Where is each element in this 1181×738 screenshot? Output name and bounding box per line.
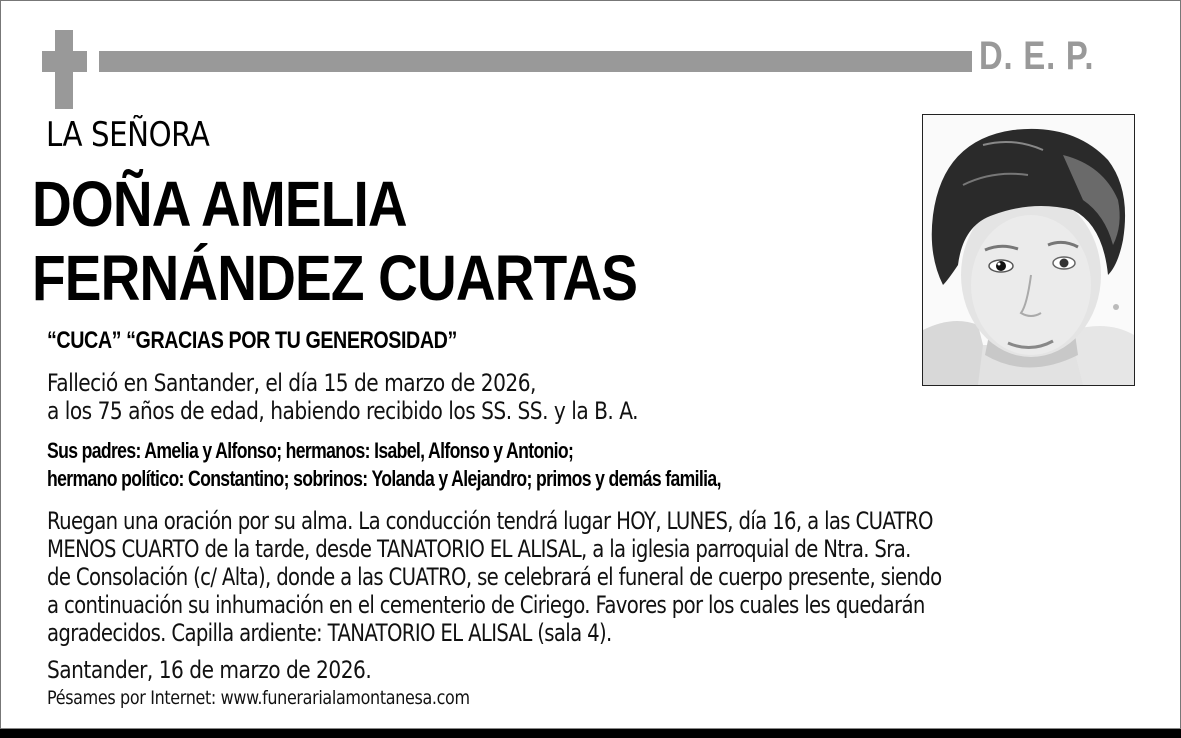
service-line: Ruegan una oración por su alma. La conducción tendrá lugar HOY, LUNES, día 16, a las CUATRO — [47, 507, 933, 535]
service-line: MENOS CUARTO de la tarde, desde TANATORIO EL ALISAL, a la iglesia parroquial de Ntra. Sra. — [47, 535, 911, 563]
family-line: Sus padres: Amelia y Alfonso; hermanos: Isabel, Alfonso y Antonio; — [47, 438, 574, 463]
cross-icon-arm — [42, 51, 87, 72]
place-date: Santander, 16 de marzo de 2026. — [47, 656, 372, 684]
portrait-photo — [922, 114, 1135, 386]
nickname-line: “CUCA” “GRACIAS POR TU GENEROSIDAD” — [47, 327, 457, 354]
service-details — [47, 507, 942, 647]
deceased-name-line-1: DOÑA AMELIA — [32, 168, 407, 240]
condolences-link: Pésames por Internet: www.funerarialamontanesa.com — [47, 687, 470, 709]
death-info-line: Falleció en Santander, el día 15 de marzo de 2026, — [47, 369, 536, 397]
portrait-image — [923, 115, 1134, 385]
bottom-band — [0, 729, 1181, 738]
title-prefix: LA SEÑORA — [46, 115, 210, 155]
service-line: de Consolación (c/ Alta), donde a las CUATRO, se celebrará el funeral de cuerpo presente, siendo — [47, 563, 942, 591]
family-list — [47, 437, 721, 493]
family-line: hermano político: Constantino; sobrinos: Yolanda y Alejandro; primos y demás familia, — [47, 466, 721, 491]
service-line: agradecidos. Capilla ardiente: TANATORIO EL ALISAL (sala 4). — [47, 619, 612, 647]
death-info-line: a los 75 años de edad, habiendo recibido los SS. SS. y la B. A. — [47, 397, 639, 425]
service-line: a continuación su inhumación en el cementerio de Ciriego. Favores por los cuales les quedarán — [47, 591, 925, 619]
death-info — [47, 369, 638, 425]
header-rule — [99, 51, 972, 72]
dep-label: D. E. P. — [979, 34, 1095, 78]
deceased-name-line-2: FERNÁNDEZ CUARTAS — [32, 242, 638, 314]
